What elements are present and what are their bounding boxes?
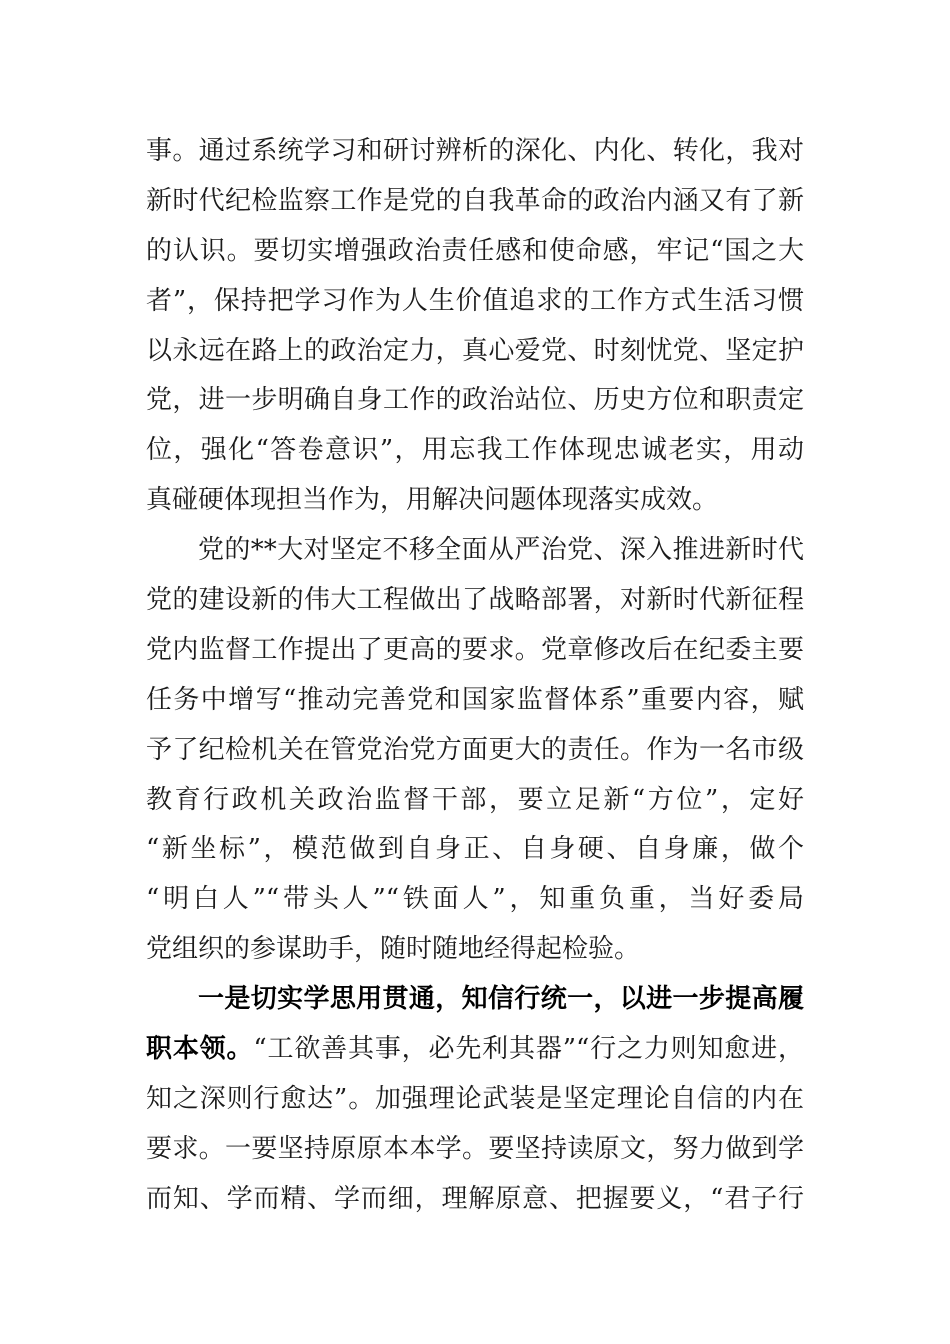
text-line: 事。通过系统学习和研讨辨析的深化、内化、转化，我对 bbox=[146, 136, 804, 166]
text-line: 教育行政机关政治监督干部，要立足新“方位”，定好 bbox=[146, 784, 804, 815]
text-line: 以永远在路上的政治定力，真心爱党、时刻忧党、坚定护 bbox=[146, 335, 804, 366]
text-line: “新坐标”，模范做到自身正、自身硬、自身廉，做个 bbox=[146, 834, 804, 865]
mixed-heading-line bbox=[146, 1025, 804, 1075]
body-text-segment: “工欲善其事，必先利其器”“行之力则知愈进， bbox=[253, 1034, 804, 1065]
heading-text: 职本领。 bbox=[146, 1034, 254, 1065]
text-line: 新时代纪检监察工作是党的自我革命的政治内涵又有了新 bbox=[146, 185, 804, 216]
text-line: 知之深则行愈达”。加强理论武装是坚定理论自信的内在 bbox=[146, 1083, 804, 1114]
text-line: 要求。一要坚持原原本本学。要坚持读原文，努力做到学 bbox=[146, 1133, 804, 1164]
text-line: “明白人”“带头人”“铁面人”，知重负重，当好委局 bbox=[146, 884, 804, 915]
text-line: 党，进一步明确自身工作的政治站位、历史方位和职责定 bbox=[146, 385, 804, 416]
text-line: 者”，保持把学习作为人生价值追求的工作方式生活习惯 bbox=[146, 285, 804, 316]
text-line: 任务中增写“推动完善党和国家监督体系”重要内容，赋 bbox=[146, 684, 804, 715]
text-line: 而知、学而精、学而细，理解原意、把握要义，“君子行 bbox=[146, 1183, 804, 1214]
text-line: 党内监督工作提出了更高的要求。党章修改后在纪委主要 bbox=[146, 634, 804, 665]
text-line: 党组织的参谋助手，随时随地经得起检验。 bbox=[146, 934, 641, 965]
paragraph-heading-line: 一是切实学思用贯通，知信行统一，以进一步提高履 bbox=[198, 984, 804, 1015]
text-line: 的认识。要切实增强政治责任感和使命感，牢记“国之大 bbox=[146, 235, 804, 266]
paragraph-first-line: 党的**大对坚定不移全面从严治党、深入推进新时代 bbox=[198, 535, 804, 566]
text-line: 真碰硬体现担当作为，用解决问题体现落实成效。 bbox=[146, 485, 719, 516]
text-line: 位，强化“答卷意识”，用忘我工作体现忠诚老实，用动 bbox=[146, 435, 804, 466]
document-body bbox=[146, 127, 804, 1225]
text-line: 党的建设新的伟大工程做出了战略部署，对新时代新征程 bbox=[146, 585, 804, 616]
text-line: 予了纪检机关在管党治党方面更大的责任。作为一名市级 bbox=[146, 734, 804, 765]
